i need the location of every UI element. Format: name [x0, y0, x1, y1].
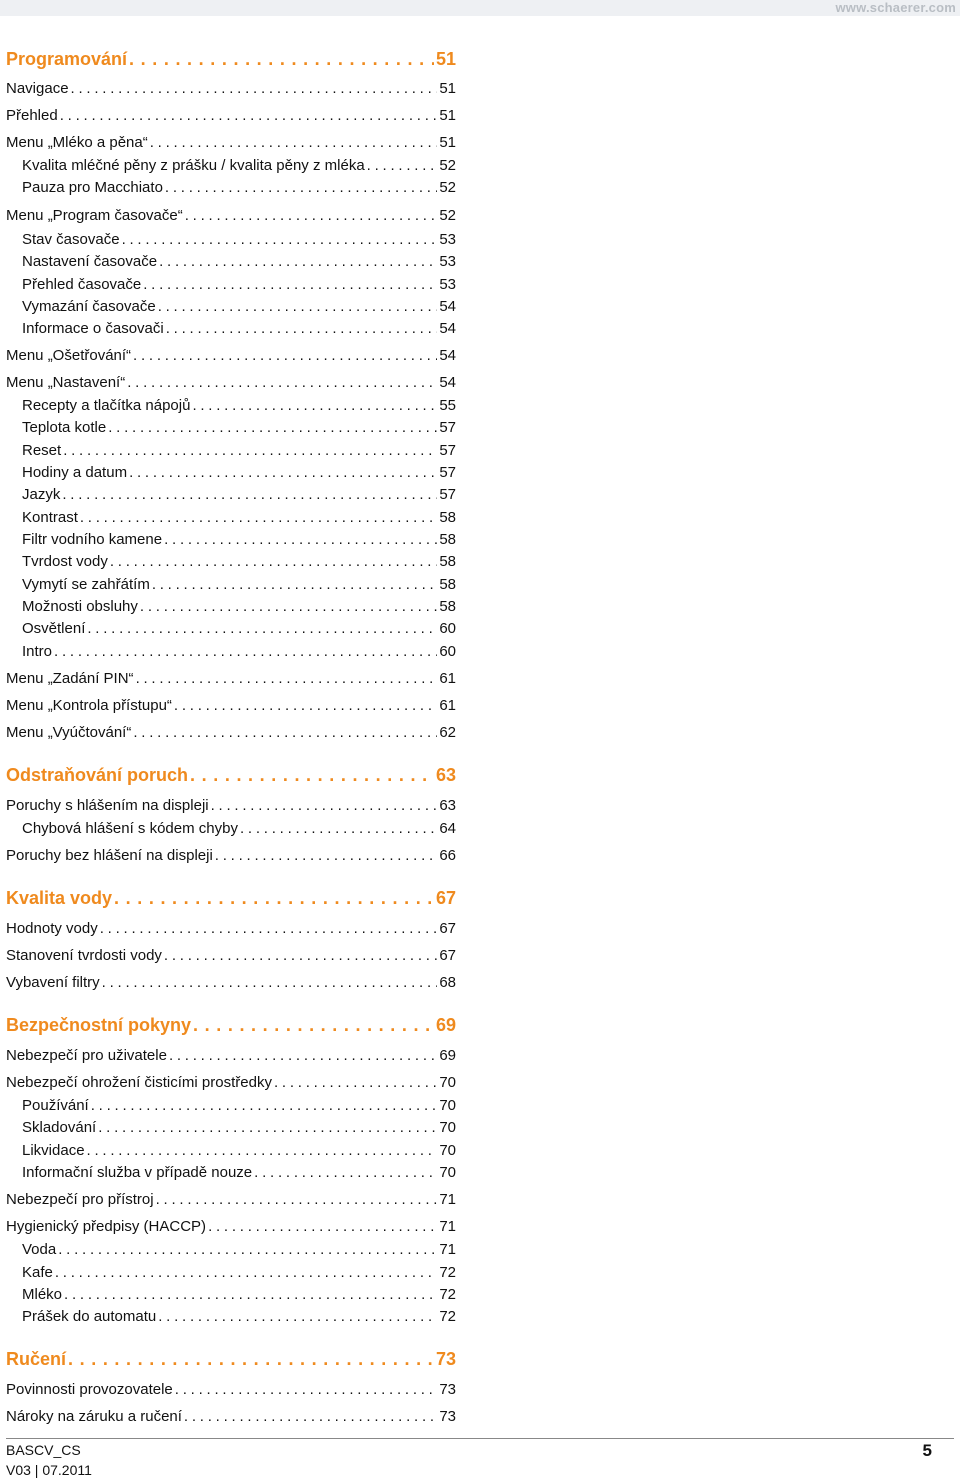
toc-entry[interactable] [22, 598, 456, 615]
toc-leader-dots [192, 397, 437, 414]
toc-label: Kafe [22, 1264, 53, 1281]
toc-label: Informační služba v případě nouze [22, 1164, 253, 1181]
toc-section[interactable] [6, 49, 456, 70]
toc-leader-dots [184, 1408, 437, 1425]
toc-page-number: 70 [439, 1164, 456, 1181]
toc-leader-dots [100, 920, 438, 937]
toc-label: Jazyk [22, 486, 61, 503]
toc-entry[interactable] [6, 697, 456, 714]
toc-entry[interactable] [6, 1218, 456, 1235]
toc-page-number: 66 [439, 847, 456, 864]
toc-label: Hodiny a datum [22, 464, 128, 481]
toc-entry[interactable] [6, 1191, 456, 1208]
toc-leader-dots [159, 253, 437, 270]
toc-label: Reset [22, 442, 62, 459]
toc-entry[interactable] [22, 1286, 456, 1303]
toc-page-number: 58 [439, 509, 456, 526]
toc-page-number: 57 [439, 442, 456, 459]
toc-page-number: 71 [439, 1218, 456, 1235]
toc-leader-dots [165, 179, 437, 196]
toc-leader-dots [164, 947, 437, 964]
toc-entry[interactable] [22, 157, 456, 174]
toc-label: Stanovení tvrdosti vody [6, 947, 162, 964]
toc-entry[interactable] [22, 576, 456, 593]
toc-leader-dots [156, 1191, 438, 1208]
toc-page-number: 53 [439, 253, 456, 270]
toc-page-number: 73 [439, 1381, 456, 1398]
toc-label: Nebezpečí ohrožení čisticími prostředky [6, 1074, 272, 1091]
toc-section[interactable] [6, 1349, 456, 1370]
toc-leader-dots [175, 1381, 438, 1398]
toc-page-number: 73 [435, 1349, 456, 1369]
toc-label: Filtr vodního kamene [22, 531, 163, 548]
toc-leader-dots [110, 553, 437, 570]
toc-page-number: 70 [439, 1097, 456, 1114]
toc-leader-dots [63, 442, 437, 459]
toc-leader-dots [129, 49, 434, 70]
toc-entry[interactable] [22, 553, 456, 570]
toc-leader-dots [122, 231, 438, 248]
toc-entry[interactable] [22, 486, 456, 503]
toc-leader-dots [166, 320, 438, 337]
toc-page-number: 70 [439, 1074, 456, 1091]
toc-entry[interactable] [22, 1119, 456, 1136]
toc-label: Odstraňování poruch [6, 765, 189, 785]
toc-page-number: 68 [439, 974, 456, 991]
toc-page-number: 60 [439, 643, 456, 660]
toc-entry[interactable] [6, 1074, 456, 1091]
toc-entry[interactable] [22, 820, 456, 837]
toc-page-number: 67 [439, 920, 456, 937]
toc-entry[interactable] [22, 620, 456, 637]
toc-label: Menu „Ošetřování“ [6, 347, 132, 364]
toc-page-number: 71 [439, 1241, 456, 1258]
toc-label: Poruchy bez hlášení na displeji [6, 847, 213, 864]
toc-page-number: 71 [439, 1191, 456, 1208]
toc-leader-dots [174, 697, 437, 714]
toc-page-number: 54 [439, 298, 456, 315]
toc-entry[interactable] [6, 724, 456, 741]
toc-label: Teplota kotle [22, 419, 107, 436]
toc-leader-dots [169, 1047, 437, 1064]
toc-page-number: 63 [435, 765, 456, 785]
toc-leader-dots [240, 820, 437, 837]
toc-entry[interactable] [22, 1097, 456, 1114]
toc-label: Chybová hlášení s kódem chyby [22, 820, 238, 837]
toc-leader-dots [158, 1308, 437, 1325]
toc-leader-dots [254, 1164, 437, 1181]
toc-leader-dots [152, 576, 438, 593]
toc-leader-dots [140, 598, 437, 615]
toc-label: Menu „Program časovače“ [6, 207, 183, 224]
toc-leader-dots [91, 1097, 438, 1114]
toc-leader-dots [98, 1119, 437, 1136]
toc-page-number: 51 [435, 49, 456, 69]
toc-page-number: 51 [439, 134, 456, 151]
toc-label: Nároky na záruku a ručení [6, 1408, 182, 1425]
toc-entry[interactable] [22, 1164, 456, 1181]
toc-page-number: 54 [439, 320, 456, 337]
toc-leader-dots [55, 1264, 437, 1281]
toc-page-number: 70 [439, 1119, 456, 1136]
toc-leader-dots [129, 464, 437, 481]
toc-label: Pauza pro Macchiato [22, 179, 163, 196]
toc-page-number: 61 [439, 697, 456, 714]
toc-label: Nebezpečí pro přístroj [6, 1191, 154, 1208]
toc-label: Kvalita mléčné pěny z prášku / kvalita pěny z mléka [22, 157, 365, 174]
doc-code: BASCV_CS [6, 1442, 81, 1458]
toc-leader-dots [274, 1074, 437, 1091]
toc-leader-dots [64, 1286, 437, 1303]
toc-entry[interactable] [6, 974, 456, 991]
toc-entry[interactable] [22, 298, 456, 315]
toc-entry[interactable] [6, 1047, 456, 1064]
toc-entry[interactable] [22, 531, 456, 548]
doc-version: V03 | 07.2011 [6, 1462, 92, 1478]
toc-leader-dots [215, 847, 438, 864]
toc-leader-dots [80, 509, 437, 526]
toc-entry[interactable] [6, 347, 456, 364]
toc-label: Menu „Kontrola přístupu“ [6, 697, 172, 714]
toc-entry[interactable] [22, 231, 456, 248]
toc-page-number: 67 [439, 947, 456, 964]
toc-entry[interactable] [22, 1142, 456, 1159]
toc-page-number: 72 [439, 1308, 456, 1325]
toc-label: Kontrast [22, 509, 78, 526]
toc-label: Přehled [6, 107, 58, 124]
toc-leader-dots [58, 1241, 437, 1258]
toc-page-number: 57 [439, 419, 456, 436]
toc-leader-dots [150, 134, 438, 151]
toc-page-number: 58 [439, 576, 456, 593]
toc-label: Vymytí se zahřátím [22, 576, 150, 593]
toc-page-number: 69 [439, 1047, 456, 1064]
toc-page-number: 72 [439, 1264, 456, 1281]
toc-leader-dots [185, 207, 438, 224]
toc-page-number: 67 [435, 888, 456, 908]
toc-leader-dots [190, 765, 434, 786]
toc-entry[interactable] [6, 1381, 456, 1398]
toc-leader-dots [71, 80, 438, 97]
toc-label: Nastavení časovače [22, 253, 158, 270]
toc-entry[interactable] [22, 419, 456, 436]
toc-label: Ručení [6, 1349, 67, 1369]
toc-label: Menu „Vyúčtování“ [6, 724, 132, 741]
toc-label: Tvrdost vody [22, 553, 108, 570]
toc-entry[interactable] [22, 397, 456, 414]
toc-page-number: 58 [439, 531, 456, 548]
toc-leader-dots [60, 107, 438, 124]
toc-page-number: 53 [439, 231, 456, 248]
toc-leader-dots [127, 374, 437, 391]
toc-leader-dots [62, 486, 437, 503]
toc-label: Menu „Mléko a pěna“ [6, 134, 148, 151]
toc-label: Povinnosti provozovatele [6, 1381, 173, 1398]
toc-leader-dots [54, 643, 437, 660]
toc-leader-dots [193, 1015, 434, 1036]
toc-page-number: 61 [439, 670, 456, 687]
toc-label: Prášek do automatu [22, 1308, 157, 1325]
toc-label: Vymazání časovače [22, 298, 156, 315]
toc-label: Programování [6, 49, 128, 69]
toc-leader-dots [211, 797, 438, 814]
toc-leader-dots [143, 276, 437, 293]
toc-leader-dots [208, 1218, 437, 1235]
toc-entry[interactable] [22, 320, 456, 337]
toc-leader-dots [87, 620, 437, 637]
toc-label: Osvětlení [22, 620, 86, 637]
toc-entry[interactable] [22, 509, 456, 526]
toc-label: Možnosti obsluhy [22, 598, 138, 615]
toc-page-number: 69 [435, 1015, 456, 1035]
toc-page-number: 72 [439, 1286, 456, 1303]
toc-label: Přehled časovače [22, 276, 142, 293]
toc-leader-dots [108, 419, 437, 436]
toc-label: Nebezpečí pro uživatele [6, 1047, 167, 1064]
toc-label: Mléko [22, 1286, 63, 1303]
toc-page-number: 51 [439, 107, 456, 124]
toc-entry[interactable] [22, 1241, 456, 1258]
toc-page-number: 52 [439, 179, 456, 196]
toc-label: Likvidace [22, 1142, 85, 1159]
toc-entry[interactable] [6, 80, 456, 97]
toc-entry[interactable] [22, 442, 456, 459]
toc-leader-dots [136, 670, 438, 687]
toc-label: Stav časovače [22, 231, 120, 248]
toc-page-number: 60 [439, 620, 456, 637]
toc-label: Skladování [22, 1119, 97, 1136]
toc-page-number: 54 [439, 374, 456, 391]
toc-entry[interactable] [6, 847, 456, 864]
toc-entry[interactable] [6, 670, 456, 687]
toc-label: Vybavení filtry [6, 974, 100, 991]
toc-leader-dots [87, 1142, 438, 1159]
toc-page-number: 54 [439, 347, 456, 364]
toc-entry[interactable] [22, 1264, 456, 1281]
toc-page-number: 62 [439, 724, 456, 741]
toc-entry[interactable] [22, 1308, 456, 1325]
toc-leader-dots [133, 724, 437, 741]
toc-section[interactable] [6, 1015, 456, 1036]
toc-entry[interactable] [6, 374, 456, 391]
toc-label: Intro [22, 643, 53, 660]
toc-entry[interactable] [22, 464, 456, 481]
toc-entry[interactable] [22, 179, 456, 196]
toc-page-number: 57 [439, 464, 456, 481]
toc-page-number: 63 [439, 797, 456, 814]
toc-label: Poruchy s hlášením na displeji [6, 797, 209, 814]
toc-label: Informace o časovači [22, 320, 164, 337]
toc-leader-dots [68, 1349, 434, 1370]
toc-label: Voda [22, 1241, 57, 1258]
toc-entry[interactable] [6, 797, 456, 814]
toc-leader-dots [367, 157, 438, 174]
toc-entry[interactable] [22, 643, 456, 660]
toc-entry[interactable] [22, 253, 456, 270]
toc-label: Bezpečnostní pokyny [6, 1015, 192, 1035]
toc-label: Kvalita vody [6, 888, 113, 908]
toc-page-number: 73 [439, 1408, 456, 1425]
toc-page-number: 58 [439, 553, 456, 570]
toc-label: Recepty a tlačítka nápojů [22, 397, 191, 414]
toc-leader-dots [133, 347, 437, 364]
toc-label: Navigace [6, 80, 69, 97]
footer-divider [6, 1438, 954, 1439]
toc-entry[interactable] [6, 207, 456, 224]
toc-entry[interactable] [6, 107, 456, 124]
toc-page-number: 51 [439, 80, 456, 97]
toc-page-number: 55 [439, 397, 456, 414]
toc-leader-dots [114, 888, 434, 909]
toc-entry[interactable] [6, 920, 456, 937]
toc-section[interactable] [6, 765, 456, 786]
toc-label: Používání [22, 1097, 89, 1114]
toc-entry[interactable] [6, 134, 456, 151]
toc-label: Menu „Zadání PIN“ [6, 670, 134, 687]
toc-page-number: 52 [439, 157, 456, 174]
page-number: 5 [922, 1441, 932, 1460]
toc-page-number: 58 [439, 598, 456, 615]
toc-page-number: 70 [439, 1142, 456, 1159]
toc-leader-dots [158, 298, 438, 315]
toc-label: Hodnoty vody [6, 920, 98, 937]
toc-label: Hygienický předpisy (HACCP) [6, 1218, 207, 1235]
toc-entry[interactable] [6, 947, 456, 964]
toc-page-number: 64 [439, 820, 456, 837]
toc-entry[interactable] [6, 1408, 456, 1425]
toc-page-number: 52 [439, 207, 456, 224]
toc-leader-dots [164, 531, 437, 548]
toc-leader-dots [102, 974, 438, 991]
toc-label: Menu „Nastavení“ [6, 374, 126, 391]
toc-section[interactable] [6, 888, 456, 909]
site-url[interactable]: www.schaerer.com [835, 0, 956, 15]
toc-page-number: 57 [439, 486, 456, 503]
toc-entry[interactable] [22, 276, 456, 293]
toc-page-number: 53 [439, 276, 456, 293]
